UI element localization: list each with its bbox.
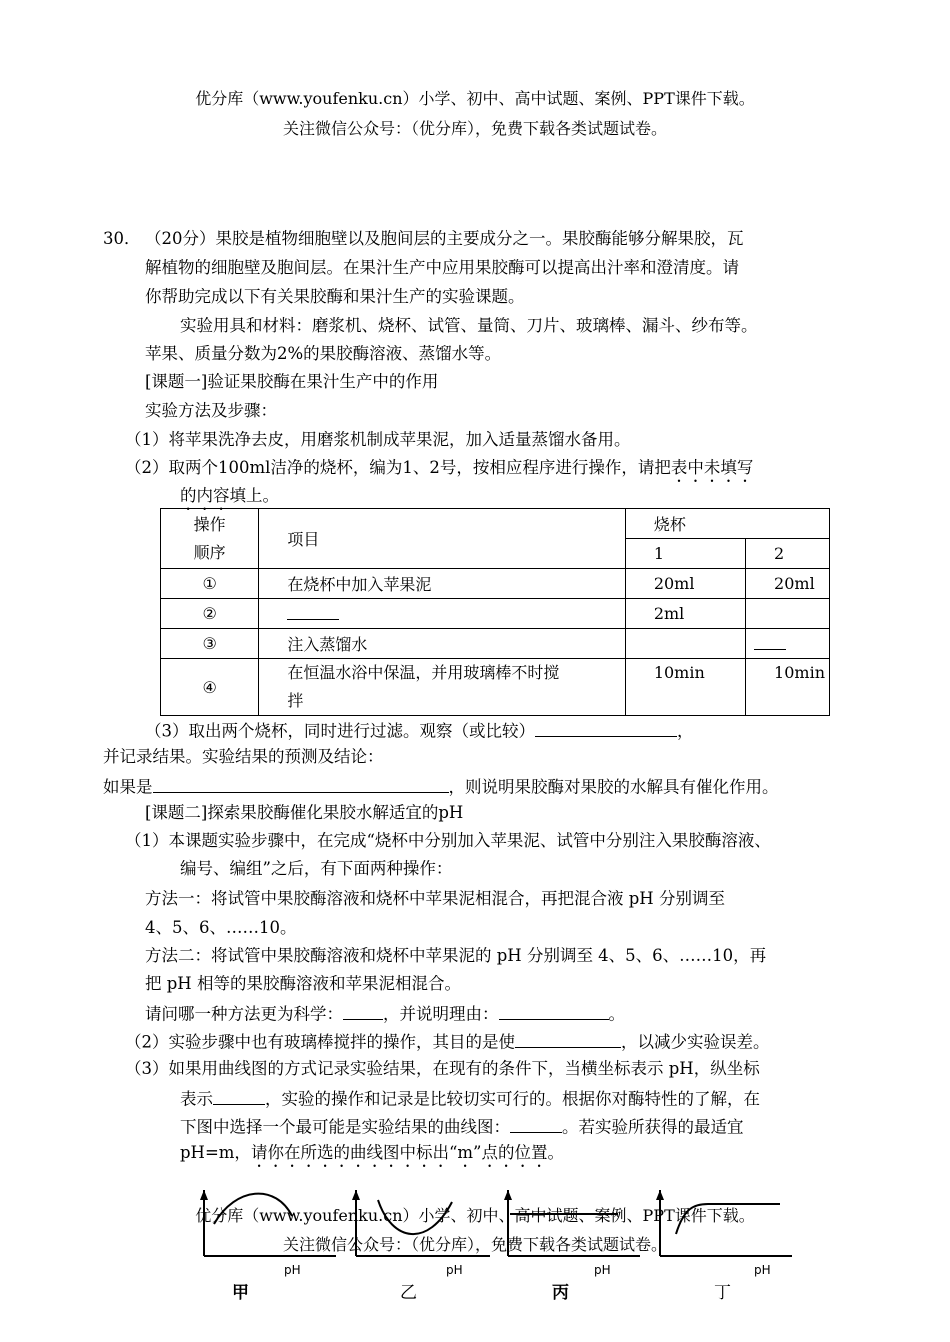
t2-step-3-text-2: ，实验的操作和记录是比较切实可行的。根据你对酶特性的了解，在 [265, 1089, 760, 1109]
t2-step-2-text: （2）实验步骤中也有玻璃棒搅拌的操作，其目的是使 [125, 1032, 515, 1052]
answer-blank[interactable] [510, 1115, 562, 1133]
t2-step-2 [125, 1030, 770, 1052]
y-arrow-icon [504, 1190, 512, 1200]
t2-step-1-line-1: （1）本课题实验步骤中，在完成“烧杯中分别加入苹果泥、试管中分别注入果胶酶溶液、 [125, 831, 771, 850]
answer-blank[interactable] [499, 1002, 609, 1020]
table-row [161, 599, 830, 629]
footer-line-2: 关注微信公众号：（优分库），免费下载各类试题试卷。 [282, 1235, 667, 1254]
row-item: 在恒温水浴中保温，并用玻璃棒不时搅 [287, 663, 560, 682]
header-line-2: 关注微信公众号：（优分库），免费下载各类试题试卷。 [282, 119, 667, 138]
row-no: ④ [161, 659, 259, 716]
axis-label: pH [446, 1263, 463, 1277]
t2-step-3-text-3: 下图中选择一个最可能是实验结果的曲线图： [180, 1117, 510, 1137]
materials-line-1: 实验用具和材料：磨浆机、烧杯、试管、量筒、刀片、玻璃棒、漏斗、纱布等。 [180, 316, 758, 335]
step-3-line-2: 并记录结果。实验结果的预测及结论： [103, 747, 384, 766]
row-v1: 20ml [625, 569, 745, 599]
intro-line-1: （20分）果胶是植物细胞壁以及胞间层的主要成分之一。果胶酶能够分解果胶，瓦 [145, 229, 744, 248]
row-v2: 20ml [746, 569, 830, 599]
method-1-line-2: 4、5、6、……10。 [145, 918, 297, 937]
header-order: 顺序 [193, 542, 226, 562]
intro-line-2: 解植物的细胞壁及胞间层。在果汁生产中应用果胶酶可以提高出汁率和澄清度。请 [145, 258, 739, 277]
step-2-end: 填上。 [229, 486, 279, 505]
step-3-line-1 [145, 719, 694, 741]
y-arrow-icon [656, 1190, 664, 1200]
step-2-emphasis: 表中未填写 [670, 458, 754, 477]
step-3-comma: ， [677, 721, 694, 741]
step-2-text: （2）取两个100ml洁净的烧杯，编为1、2号，按相应程序进行操作，请把 [125, 458, 671, 477]
y-arrow-icon [200, 1190, 208, 1200]
ask-text: 请问哪一种方法更为科学： [145, 1004, 343, 1024]
table-row [161, 629, 830, 659]
step-3-text: （3）取出两个烧杯，同时进行过滤。观察（或比较） [145, 721, 535, 741]
graph-label: 丁 [714, 1283, 731, 1303]
method-1-line-1: 方法一：将试管中果胶酶溶液和烧杯中苹果泥相混合，再把混合液 pH 分别调至 [145, 889, 725, 908]
t2-step-3-line-1: （3）如果用曲线图的方式记录实验结果，在现有的条件下，当横坐标表示 pH，纵坐标 [125, 1059, 760, 1078]
row-item: 在烧杯中加入苹果泥 [259, 569, 625, 599]
footer-line-1: 优分库（www.youfenku.cn）小学、初中、高中试题、案例、PPT课件下载。 [195, 1206, 755, 1225]
method-2-line-1: 方法二：将试管中果胶酶溶液和烧杯中苹果泥的 pH 分别调至 4、5、6、……10，再 [145, 946, 767, 965]
ask-reason: ，并说明理由： [383, 1004, 499, 1024]
graph-label: 乙 [400, 1283, 417, 1303]
step-3-if: 如果是 [103, 777, 153, 797]
method-title: 实验方法及步骤： [145, 401, 277, 420]
row-v1: 2ml [625, 599, 745, 629]
row-item-blank-cell [259, 599, 625, 629]
row-no: ③ [161, 629, 259, 659]
row-item: 注入蒸馏水 [259, 629, 625, 659]
graph-label: 丙 [552, 1283, 569, 1303]
answer-blank[interactable] [515, 1030, 621, 1048]
row-no: ② [161, 599, 259, 629]
axis-label: pH [284, 1263, 301, 1277]
intro-line-3: 你帮助完成以下有关果胶酶和果汁生产的实验课题。 [145, 287, 525, 306]
answer-blank[interactable] [213, 1087, 265, 1105]
answer-blank[interactable] [535, 719, 677, 737]
ask-end: 。 [608, 1004, 625, 1024]
step-3-line-3 [103, 775, 779, 797]
operation-table [160, 508, 830, 716]
row-no: ① [161, 569, 259, 599]
row-item-cell [259, 659, 625, 716]
t2-step-3-text: 表示 [180, 1089, 213, 1109]
ask-line [145, 1002, 625, 1024]
t2-step-3-line-3 [180, 1115, 744, 1137]
header-op-cell [161, 509, 259, 569]
answer-blank[interactable] [287, 603, 339, 620]
row-v1: 10min [625, 659, 745, 716]
step-1: （1）将苹果洗净去皮，用磨浆机制成苹果泥，加入适量蒸馏水备用。 [125, 430, 631, 449]
materials-line-2: 苹果、质量分数为2%的果胶酶溶液、蒸馏水等。 [145, 344, 502, 363]
method-2-line-2: 把 pH 相等的果胶酶溶液和苹果泥相混合。 [145, 974, 461, 993]
topic2-title: [课题二]探索果胶酶催化果胶水解适宜的pH [145, 803, 464, 822]
axis-label: pH [754, 1263, 771, 1277]
question-number: 30． [103, 229, 141, 248]
y-arrow-icon [352, 1190, 360, 1200]
topic1-title: [课题一]验证果胶酶在果汁生产中的作用 [145, 372, 439, 391]
header-col-1: 1 [625, 539, 745, 569]
graph-label: 甲 [232, 1283, 249, 1303]
row-v1 [625, 629, 745, 659]
header-col-2: 2 [746, 539, 830, 569]
answer-blank[interactable] [153, 775, 449, 793]
step-3-conclusion: ，则说明果胶酶对果胶的水解具有催化作用。 [448, 777, 779, 797]
t2-step-3-line-4 [180, 1143, 564, 1171]
header-line-1: 优分库（www.youfenku.cn）小学、初中、高中试题、案例、PPT课件下载。 [195, 89, 755, 108]
t2-step-2-end: ，以减少实验误差。 [621, 1032, 770, 1052]
axis-label: pH [594, 1263, 611, 1277]
t2-step-3-text-4: 。若实验所获得的最适宜 [562, 1117, 744, 1137]
header-op: 操作 [193, 514, 226, 534]
header-beaker: 烧杯 [625, 509, 829, 539]
t2-step-1-line-2: 编号、编组”之后，有下面两种操作： [180, 859, 453, 878]
table-row [161, 659, 830, 716]
t2-step-3-line-2 [180, 1087, 760, 1109]
row-v2 [746, 599, 830, 629]
row-item-cont: 拌 [287, 691, 304, 710]
answer-blank[interactable] [343, 1002, 383, 1020]
table-row [161, 569, 830, 599]
step-2-emphasis-2: 的内容 [180, 486, 230, 505]
row-v2: 10min [746, 659, 830, 716]
header-item: 项目 [259, 509, 625, 569]
t2-step-3-emphasis: 请你在所选的曲线图中标出“m”点的位置。 [250, 1143, 564, 1162]
row-v2-blank-cell [746, 629, 830, 659]
step-2-line-1 [125, 458, 753, 486]
answer-blank[interactable] [754, 633, 786, 650]
t2-step-3-ph: pH=m， [180, 1143, 251, 1162]
